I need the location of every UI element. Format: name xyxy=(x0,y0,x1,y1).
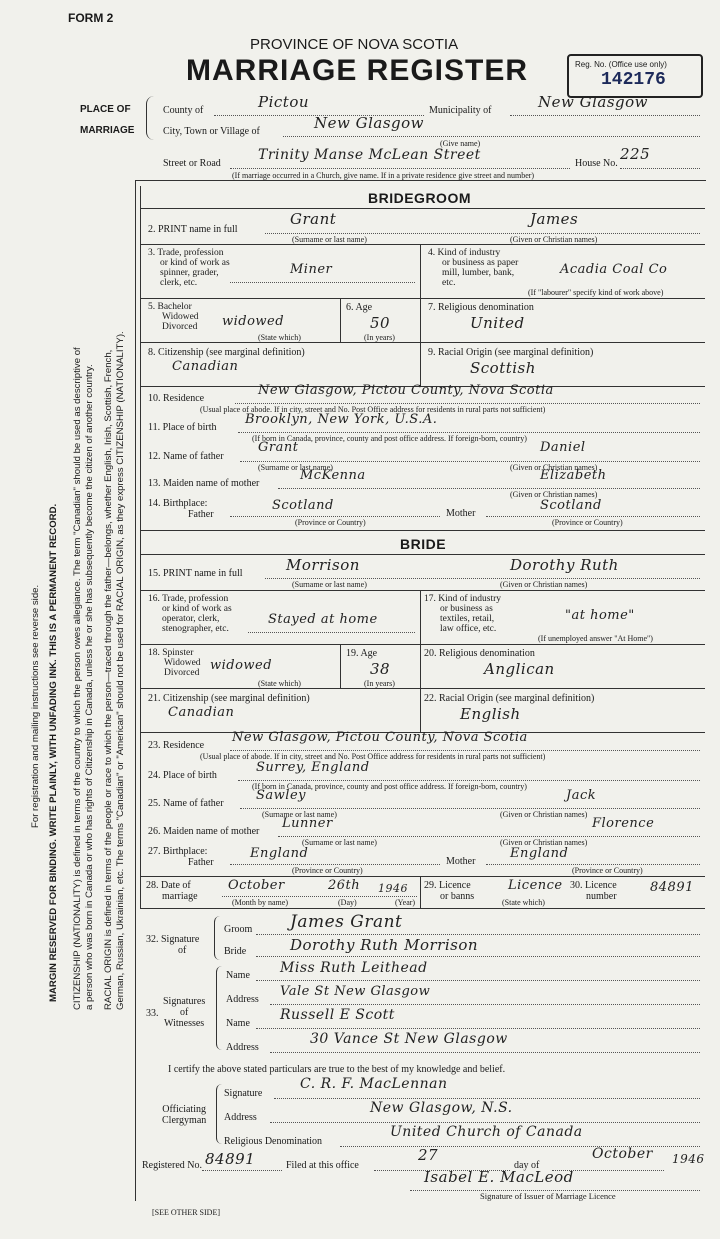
groom-residence-caption: (Usual place of abode. If in city, street and No. Post Office address for residents in rural parts not sufficient) xyxy=(200,405,546,414)
date-label xyxy=(146,880,198,902)
bride-mother-label: 26. Maiden name of mother xyxy=(148,826,260,837)
bride-residence: New Glasgow, Pictou County, Nova Scotia xyxy=(232,730,528,745)
bride-residence-caption: (Usual place of abode. If in city, street and No. Post Office address for residents in rural parts not sufficient) xyxy=(200,752,546,761)
bs2: Widowed xyxy=(164,658,201,668)
clergy-address: New Glasgow, N.S. xyxy=(370,1100,513,1116)
side-note-2: MARGIN RESERVED FOR BINDING. WRITE PLAINLY, WITH UNFADING INK. THIS IS A PERMANENT RECORD. xyxy=(48,503,59,1002)
licence-state-caption: (State which) xyxy=(502,898,545,907)
w1-address-label: Address xyxy=(226,994,259,1005)
bride-trade-label xyxy=(148,594,232,634)
groom-given-caption: (Given or Christian names) xyxy=(510,235,598,244)
witness-brace xyxy=(216,966,223,1050)
bride-citizenship-label: 21. Citizenship (see marginal definition) xyxy=(148,693,310,704)
t3: spinner, grader, xyxy=(160,268,219,278)
bride-bp-father: England xyxy=(250,846,309,861)
bt4: stenographer, etc. xyxy=(162,624,229,634)
bride-bp-father-caption: (Province or Country) xyxy=(292,866,363,875)
groom-industry-caption: (If "labourer" specify kind of work above) xyxy=(528,288,664,297)
bs3: Divorced xyxy=(164,668,200,678)
groom-trade-label xyxy=(148,248,230,288)
bride-status-label xyxy=(148,648,201,678)
reg-no-label: Reg. No. (Office use only) xyxy=(575,60,667,69)
bride-mother-surname: Lunner xyxy=(282,816,333,831)
bride-bp-label xyxy=(148,846,214,868)
bride-surname: Morrison xyxy=(286,556,360,574)
w2: of xyxy=(179,1007,189,1018)
clergy-denom: United Church of Canada xyxy=(390,1124,583,1140)
groom-industry-label xyxy=(428,248,518,288)
i3: mill, lumber, bank, xyxy=(442,268,515,278)
groom-mother-given: Elizabeth xyxy=(540,468,607,483)
side-note-3: CITIZENSHIP (NATIONALITY) is defined in terms of the country to which the person owes allegiance. The term "Canadian" should be used as descriptive of xyxy=(72,347,83,1010)
municipality-value: New Glasgow xyxy=(538,93,649,111)
c1: Officiating xyxy=(162,1104,206,1115)
groom-mother-given-caption: (Given or Christian names) xyxy=(510,490,598,499)
groom-birth-label: 11. Place of birth xyxy=(148,422,217,433)
groom-bp-father: Scotland xyxy=(272,498,334,513)
house-label: House No. xyxy=(575,158,618,169)
registered-label: Registered No. xyxy=(142,1160,202,1171)
signature-label xyxy=(146,934,199,956)
bride-status: widowed xyxy=(210,658,273,673)
street-label: Street or Road xyxy=(163,158,221,169)
groom-birth: Brooklyn, New York, U.S.A. xyxy=(245,412,438,427)
marriage-day: 26th xyxy=(328,878,361,893)
t2: or kind of work as xyxy=(160,258,230,268)
licence-no-value: 84891 xyxy=(650,880,694,895)
gbp1: 14. Birthplace: xyxy=(148,498,208,509)
groom-mother-surname: McKenna xyxy=(300,468,366,483)
bride-age: 38 xyxy=(370,660,391,678)
i2: or business as paper xyxy=(442,258,519,268)
clergy-signature: C. R. F. MacLennan xyxy=(300,1076,448,1092)
s2: Widowed xyxy=(162,312,199,322)
clergy-address-label: Address xyxy=(224,1112,257,1123)
city-value: New Glasgow xyxy=(314,114,425,132)
county-value: Pictou xyxy=(258,93,310,111)
groom-bp-mother-label: Mother xyxy=(446,508,476,519)
groom-citizenship-label: 8. Citizenship (see marginal definition) xyxy=(148,347,305,358)
groom-father-label: 12. Name of father xyxy=(148,451,224,462)
d1: 28. Date of xyxy=(146,880,191,891)
groom-years-caption: (In years) xyxy=(364,333,395,342)
issuer-caption: Signature of Issuer of Marriage Licence xyxy=(480,1191,616,1201)
licence-value: Licence xyxy=(508,878,563,893)
bride-mother-given: Florence xyxy=(592,816,655,831)
w1-name: Miss Ruth Leithead xyxy=(280,960,428,976)
groom-father-given-caption: (Given or Christian names) xyxy=(510,463,598,472)
bride-birth-label: 24. Place of birth xyxy=(148,770,217,781)
bride-residence-label: 23. Residence xyxy=(148,740,205,751)
groom-mother-label: 13. Maiden name of mother xyxy=(148,478,260,489)
give-name-caption: (Give name) xyxy=(440,139,481,148)
bride-father-given-caption: (Given or Christian names) xyxy=(500,810,588,819)
bride-print-label: 15. PRINT name in full xyxy=(148,568,243,579)
groom-surname-caption: (Surname or last name) xyxy=(292,235,367,244)
reg-no-value: 142176 xyxy=(601,70,666,90)
bride-father-surname: Sawley xyxy=(256,788,306,803)
bride-years-caption: (In years) xyxy=(364,679,395,688)
clergy-denom-label: Religious Denomination xyxy=(224,1136,323,1147)
groom-religion-label: 7. Religious denomination xyxy=(428,302,534,313)
bride-bp-mother: England xyxy=(510,846,569,861)
bi3: textiles, retail, xyxy=(440,614,495,624)
registered-no: 84891 xyxy=(205,1150,256,1168)
see-other-side: [SEE OTHER SIDE] xyxy=(152,1208,220,1217)
place-note: (If marriage occurred in a Church, give name. If in a private residence give street and number) xyxy=(232,171,535,180)
bride-given: Dorothy Ruth xyxy=(510,556,619,574)
w2-name-label: Name xyxy=(226,1018,250,1029)
side-note-5: RACIAL ORIGIN is defined in terms of the people or race to which the person—traced through the father—belongs, whether English, Irish, Scottish, French, xyxy=(103,349,114,1010)
w1-name-label: Name xyxy=(226,970,250,981)
groom-trade: Miner xyxy=(290,262,333,277)
place-label-2: MARRIAGE xyxy=(80,125,135,136)
marriage-month: October xyxy=(228,878,285,893)
filed-year: 1946 xyxy=(672,1152,705,1166)
bride-racial: English xyxy=(460,705,521,723)
filed-day: 27 xyxy=(418,1146,439,1164)
groom-age-label: 6. Age xyxy=(346,302,373,313)
bride-industry-label xyxy=(424,594,501,634)
witness-label xyxy=(163,996,205,1029)
l2: or banns xyxy=(440,891,475,902)
groom-print-text: 2. PRINT name in full xyxy=(148,224,238,235)
groom-given: James xyxy=(530,210,579,228)
groom-sig-label: Groom xyxy=(224,924,253,935)
marriage-year: 1946 xyxy=(378,882,408,895)
year-caption: (Year) xyxy=(395,898,416,907)
bride-age-label: 19. Age xyxy=(346,648,378,659)
ln2: number xyxy=(586,891,617,902)
gbp2: Father xyxy=(188,509,214,520)
groom-bp-mother-caption: (Province or Country) xyxy=(552,518,623,527)
l1: 29. Licence xyxy=(424,880,471,891)
bride-given-caption: (Given or Christian names) xyxy=(500,580,588,589)
groom-age: 50 xyxy=(370,314,391,332)
w2-address: 30 Vance St New Glasgow xyxy=(310,1031,508,1047)
t1: 3. Trade, profession xyxy=(148,248,224,258)
day-caption: (Day) xyxy=(338,898,357,907)
house-value: 225 xyxy=(620,145,651,163)
bride-religion-label: 20. Religious denomination xyxy=(424,648,535,659)
bi1: 17. Kind of industry xyxy=(424,594,502,604)
bride-racial-label: 22. Racial Origin (see marginal definition) xyxy=(424,693,595,704)
s3: Divorced xyxy=(162,322,198,332)
municipality-label: Municipality of xyxy=(429,105,492,116)
witness-num: 33. xyxy=(146,1008,159,1019)
month-caption: (Month by name) xyxy=(232,898,288,907)
groom-bp-label xyxy=(148,498,214,520)
bride-trade: Stayed at home xyxy=(268,612,378,627)
groom-residence-label: 10. Residence xyxy=(148,393,205,404)
clergy-label xyxy=(162,1104,206,1126)
s1: 5. Bachelor xyxy=(148,302,192,312)
bridegroom-heading: BRIDEGROOM xyxy=(368,190,471,206)
bride-birth-caption: (If born in Canada, province, county and post office address. If foreign-born, country) xyxy=(252,782,527,791)
bride-birth: Surrey, England xyxy=(256,760,370,775)
i1: 4. Kind of industry xyxy=(428,248,501,258)
bride-mother-surname-caption: (Surname or last name) xyxy=(302,838,377,847)
groom-industry: Acadia Coal Co xyxy=(560,262,668,277)
place-label-1: PLACE OF xyxy=(80,104,131,115)
groom-bp-mother: Scotland xyxy=(540,498,602,513)
bt1: 16. Trade, profession xyxy=(148,594,229,604)
bbp1: 27. Birthplace: xyxy=(148,846,208,857)
groom-racial-label: 9. Racial Origin (see marginal definition) xyxy=(428,347,594,358)
bt3: operator, clerk, xyxy=(162,614,220,624)
city-label: City, Town or Village of xyxy=(163,126,260,137)
bride-industry-caption: (If unemployed answer "At Home") xyxy=(538,634,653,643)
bride-mother-given-caption: (Given or Christian names) xyxy=(500,838,588,847)
groom-residence: New Glasgow, Pictou County, Nova Scotia xyxy=(258,383,554,398)
groom-birth-caption: (If born in Canada, province, county and post office address. If foreign-born, country) xyxy=(252,434,527,443)
bride-surname-caption: (Surname or last name) xyxy=(292,580,367,589)
bride-industry: "at home" xyxy=(565,608,635,623)
t4: clerk, etc. xyxy=(160,278,198,288)
groom-father-surname-caption: (Surname or last name) xyxy=(258,463,333,472)
bride-state-caption: (State which) xyxy=(258,679,301,688)
side-note-4: a person who was born in Canada or who has rights of Citizenship in Canada, unless he or she has subsequently become the citizen of another country. xyxy=(84,364,95,1010)
groom-bp-father-caption: (Province or Country) xyxy=(295,518,366,527)
w2-address-label: Address xyxy=(226,1042,259,1053)
groom-racial: Scottish xyxy=(470,359,536,377)
w1-address: Vale St New Glasgow xyxy=(280,984,431,999)
page-title: MARRIAGE REGISTER xyxy=(186,54,529,87)
bride-signature: Dorothy Ruth Morrison xyxy=(290,936,479,954)
ln1: 30. Licence xyxy=(570,880,617,891)
province-title: PROVINCE OF NOVA SCOTIA xyxy=(250,36,459,53)
groom-signature: James Grant xyxy=(290,912,403,932)
bride-bp-mother-label: Mother xyxy=(446,856,476,867)
groom-state-caption: (State which) xyxy=(258,333,301,342)
bi2: or business as xyxy=(440,604,493,614)
reg-no-box xyxy=(567,54,703,98)
bride-heading: BRIDE xyxy=(400,536,447,552)
county-label: County of xyxy=(163,105,204,116)
groom-status-label xyxy=(148,302,199,332)
groom-father-given: Daniel xyxy=(540,440,586,455)
form-number: FORM 2 xyxy=(68,11,114,25)
sig-brace xyxy=(214,916,221,960)
filed-label: Filed at this office xyxy=(286,1160,359,1171)
bs1: 18. Spinster xyxy=(148,648,194,658)
licence-label xyxy=(424,880,474,902)
bride-father-label: 25. Name of father xyxy=(148,798,224,809)
groom-status: widowed xyxy=(222,314,285,329)
w3: Witnesses xyxy=(164,1018,205,1029)
sg2: of xyxy=(178,945,187,956)
side-note-1: For registration and mailing instructions see reverse side. xyxy=(30,584,41,828)
certify-text: I certify the above stated particulars are true to the best of my knowledge and belief. xyxy=(168,1064,506,1075)
clergy-brace xyxy=(216,1084,223,1144)
groom-father-surname: Grant xyxy=(258,440,299,455)
issuer-signature: Isabel E. MacLeod xyxy=(424,1168,574,1186)
filed-month: October xyxy=(592,1146,653,1162)
d2: marriage xyxy=(162,891,198,902)
groom-surname: Grant xyxy=(290,210,337,228)
c2: Clergyman xyxy=(162,1115,207,1126)
bride-bp-mother-caption: (Province or Country) xyxy=(572,866,643,875)
groom-citizenship: Canadian xyxy=(172,359,239,374)
street-value: Trinity Manse McLean Street xyxy=(258,147,481,163)
bt2: or kind of work as xyxy=(162,604,232,614)
bride-sig-label: Bride xyxy=(224,946,247,957)
groom-religion: United xyxy=(470,314,525,332)
groom-print-label xyxy=(148,224,238,235)
bi4: law office, etc. xyxy=(440,624,497,634)
sg1: 32. Signature xyxy=(146,934,200,945)
bbp2: Father xyxy=(188,857,214,868)
licence-no-label xyxy=(570,880,617,902)
bride-father-surname-caption: (Surname or last name) xyxy=(262,810,337,819)
day-of-label: day of xyxy=(514,1160,540,1171)
bride-religion: Anglican xyxy=(484,660,555,678)
place-brace xyxy=(146,96,155,140)
w1: Signatures xyxy=(163,996,206,1007)
w2-name: Russell E Scott xyxy=(280,1007,395,1023)
side-note-6: German, Russian, Ukrainian, etc. The terms "Canadian" or "American" should not be used for RACIAL ORIGIN, as they express CITIZENSHIP (NATIONALITY). xyxy=(115,331,126,1010)
i4: etc. xyxy=(442,278,456,288)
bride-father-given: Jack xyxy=(566,788,597,803)
clergy-sig-label: Signature xyxy=(224,1088,263,1099)
bride-citizenship: Canadian xyxy=(168,705,235,720)
